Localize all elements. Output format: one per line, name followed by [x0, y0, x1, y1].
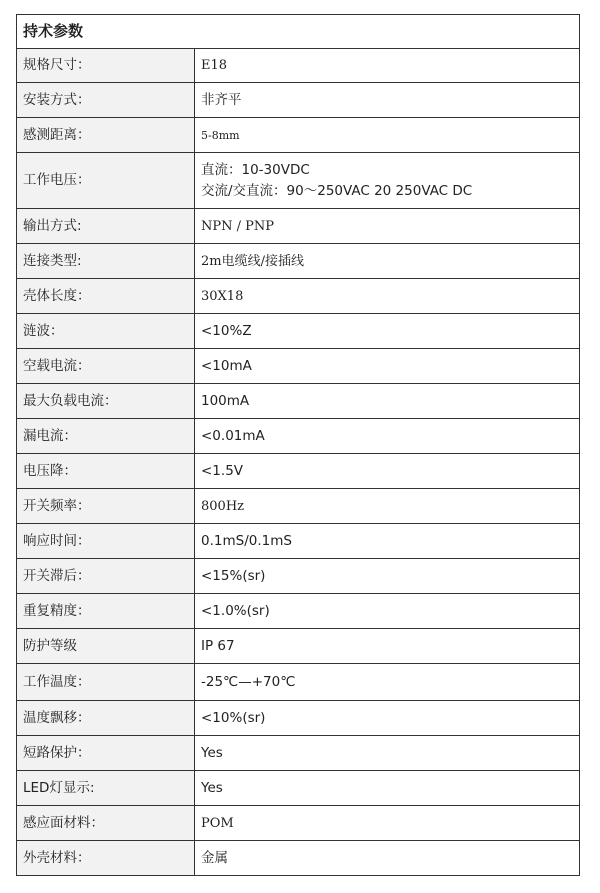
spec-label: 安装方式： — [17, 83, 195, 118]
spec-value — [195, 83, 580, 118]
spec-value-line: <10%Z — [201, 322, 252, 339]
spec-value — [195, 736, 580, 771]
table-row — [17, 244, 580, 279]
table-row — [17, 153, 580, 209]
spec-label: 工作电压： — [17, 153, 195, 209]
table-row — [17, 314, 580, 349]
spec-value — [195, 279, 580, 314]
spec-value — [195, 153, 580, 209]
spec-value-line: 交流/交直流：90～250VAC 20 250VAC DC — [201, 182, 473, 199]
spec-label: 空载电流： — [17, 349, 195, 384]
spec-label: 重复精度： — [17, 594, 195, 629]
spec-value-line: 30X18 — [201, 288, 244, 304]
spec-label: 短路保护： — [17, 736, 195, 771]
table-row — [17, 454, 580, 489]
spec-value-line: IP 67 — [201, 637, 235, 654]
spec-value — [195, 664, 580, 701]
spec-label: 开关滞后： — [17, 559, 195, 594]
table-row — [17, 49, 580, 83]
spec-label: 外壳材料： — [17, 841, 195, 876]
spec-label: 电压降： — [17, 454, 195, 489]
table-row — [17, 118, 580, 153]
spec-value-line: 800Hz — [201, 498, 244, 514]
spec-value-line: 5-8mm — [201, 128, 240, 142]
table-row — [17, 841, 580, 876]
table-row — [17, 664, 580, 701]
table-row — [17, 771, 580, 806]
spec-value-line: NPN / PNP — [201, 218, 275, 234]
spec-label: 感测距离： — [17, 118, 195, 153]
spec-value-line: <10mA — [201, 357, 252, 374]
spec-value — [195, 806, 580, 841]
spec-value-line: -25℃—+70℃ — [201, 673, 296, 690]
spec-label: 防护等级 — [17, 629, 195, 664]
spec-label: 响应时间： — [17, 524, 195, 559]
spec-label: 开关频率： — [17, 489, 195, 524]
spec-value-line: 2m电缆线/接插线 — [201, 253, 304, 269]
table-row — [17, 279, 580, 314]
spec-table — [16, 14, 580, 876]
table-row — [17, 209, 580, 244]
spec-label: 连接类型: — [17, 244, 195, 279]
spec-value — [195, 559, 580, 594]
spec-label: 规格尺寸： — [17, 49, 195, 83]
table-row — [17, 806, 580, 841]
spec-value — [195, 244, 580, 279]
spec-value — [195, 489, 580, 524]
spec-label: 壳体长度： — [17, 279, 195, 314]
spec-value-line: 100mA — [201, 392, 250, 409]
spec-label: 工作温度： — [17, 664, 195, 701]
spec-value-line: 0.1mS/0.1mS — [201, 532, 292, 549]
table-row — [17, 524, 580, 559]
spec-label: 最大负载电流： — [17, 384, 195, 419]
spec-table-body — [17, 15, 580, 876]
spec-value — [195, 454, 580, 489]
table-row — [17, 736, 580, 771]
spec-value — [195, 349, 580, 384]
spec-value-line: <10%(sr) — [201, 709, 266, 726]
spec-value-line: 直流：10-30VDC — [201, 161, 310, 178]
spec-value — [195, 209, 580, 244]
spec-value — [195, 49, 580, 83]
spec-value-line: <1.5V — [201, 462, 244, 479]
spec-value-line: E18 — [201, 58, 228, 73]
spec-value-line: POM — [201, 815, 234, 831]
spec-value-line: <15%(sr) — [201, 567, 266, 584]
table-row — [17, 629, 580, 664]
spec-value — [195, 594, 580, 629]
table-row — [17, 489, 580, 524]
spec-label: 感应面材料： — [17, 806, 195, 841]
spec-value — [195, 701, 580, 736]
spec-value — [195, 524, 580, 559]
spec-label: 输出方式: — [17, 209, 195, 244]
spec-value — [195, 771, 580, 806]
table-row — [17, 559, 580, 594]
table-row — [17, 701, 580, 736]
spec-label: 涟波： — [17, 314, 195, 349]
spec-value-line: <0.01mA — [201, 427, 265, 444]
table-title: 持术参数 — [17, 15, 580, 49]
spec-value — [195, 419, 580, 454]
table-row — [17, 419, 580, 454]
spec-value-line: Yes — [201, 779, 223, 796]
spec-value — [195, 314, 580, 349]
table-title-row — [17, 15, 580, 49]
spec-value — [195, 629, 580, 664]
spec-value — [195, 841, 580, 876]
table-row — [17, 349, 580, 384]
spec-value-line: Yes — [201, 744, 223, 761]
spec-label: LED灯显示: — [17, 771, 195, 806]
spec-value-line: <1.0%(sr) — [201, 602, 270, 619]
table-row — [17, 384, 580, 419]
spec-value — [195, 118, 580, 153]
spec-value-line: 金属 — [201, 849, 228, 866]
spec-value — [195, 384, 580, 419]
spec-value-line: 非齐平 — [201, 91, 242, 108]
spec-label: 漏电流： — [17, 419, 195, 454]
table-row — [17, 83, 580, 118]
table-row — [17, 594, 580, 629]
spec-label: 温度飘移： — [17, 701, 195, 736]
